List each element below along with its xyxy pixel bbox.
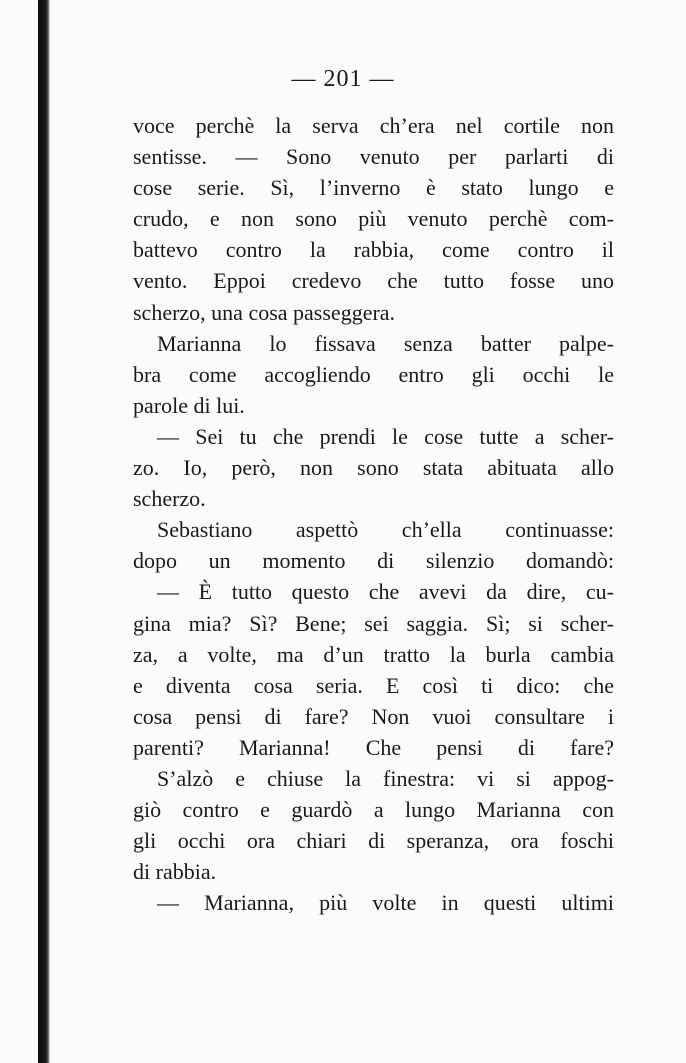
text-line: za, a volte, ma d’un tratto la burla cambia bbox=[133, 641, 614, 667]
text-line: di rabbia. bbox=[133, 859, 217, 885]
text-line: gina mia? Sì? Bene; sei saggia. Sì; si scher- bbox=[133, 610, 614, 636]
text-line: Sebastiano aspettò ch’ella continuasse: bbox=[157, 517, 614, 543]
body-text bbox=[133, 110, 614, 918]
text-line: cose serie. Sì, l’inverno è stato lungo e bbox=[133, 175, 614, 201]
text-line: giò contro e guardò a lungo Marianna con bbox=[133, 797, 614, 823]
text-line: parenti? Marianna! Che pensi di fare? bbox=[133, 734, 614, 760]
text-line: — Marianna, più volte in questi ultimi bbox=[157, 890, 614, 916]
text-line: crudo, e non sono più venuto perchè com- bbox=[133, 206, 614, 232]
text-line: gli occhi ora chiari di speranza, ora foschi bbox=[133, 828, 614, 854]
binding-edge bbox=[38, 0, 50, 1063]
text-line: — È tutto questo che avevi da dire, cu- bbox=[157, 579, 614, 605]
text-line: parole di lui. bbox=[133, 392, 245, 418]
text-line: vento. Eppoi credevo che tutto fosse uno bbox=[133, 268, 614, 294]
text-line: voce perchè la serva ch’era nel cortile non bbox=[133, 113, 614, 138]
text-line: sentisse. — Sono venuto per parlarti di bbox=[133, 144, 614, 170]
text-line: — Sei tu che prendi le cose tutte a scher- bbox=[157, 423, 614, 449]
text-line: scherzo, una cosa passeggera. bbox=[133, 299, 396, 325]
text-line: cosa pensi di fare? Non vuoi consultare i bbox=[133, 703, 614, 729]
text-line: zo. Io, però, non sono stata abituata allo bbox=[133, 455, 614, 481]
page-number: — 201 — bbox=[291, 66, 395, 92]
text-line: bra come accogliendo entro gli occhi le bbox=[133, 361, 614, 387]
text-line: battevo contro la rabbia, come contro il bbox=[133, 237, 614, 263]
text-line: Marianna lo fissava senza batter palpe- bbox=[157, 330, 614, 356]
text-line: e diventa cosa seria. E così ti dico: che bbox=[133, 672, 614, 698]
text-line: scherzo. bbox=[133, 486, 206, 512]
text-line: dopo un momento di silenzio domandò: bbox=[133, 548, 614, 574]
text-line: S’alzò e chiuse la finestra: vi si appog- bbox=[157, 765, 614, 791]
